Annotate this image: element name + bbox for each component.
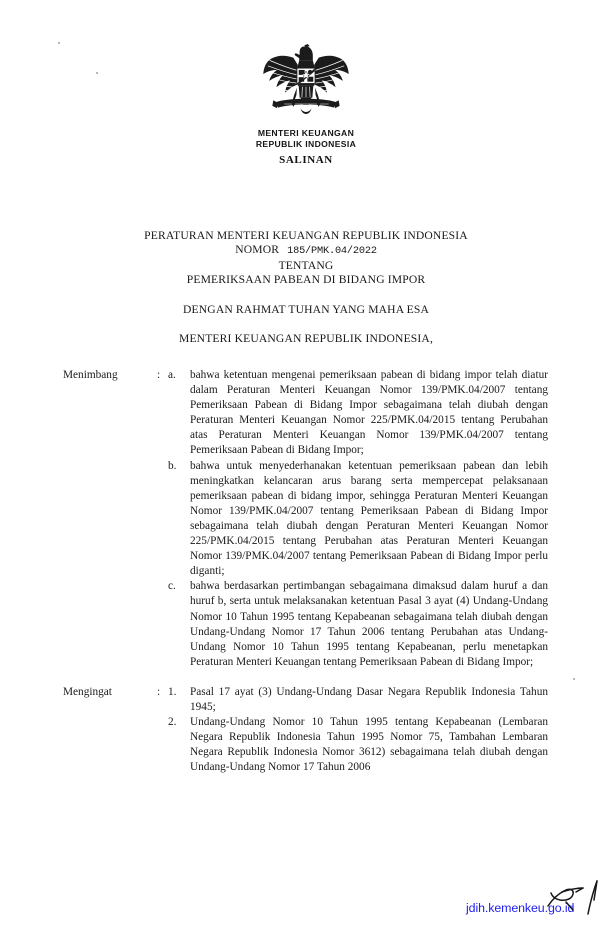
copy-mark: SALINAN: [279, 154, 333, 167]
mengingat-item-1: [0, 685, 612, 715]
regulation-subject: PEMERIKSAAN PABEAN DI BIDANG IMPOR: [186, 273, 426, 287]
title-block: [0, 229, 612, 346]
clause-marker: 2.: [168, 716, 177, 729]
handwritten-signature-mark: [542, 876, 602, 920]
ministry-line-1: MENTERI KEUANGAN: [257, 128, 355, 138]
menimbang-colon: :: [157, 369, 161, 381]
clause-text: Undang-Undang Nomor 10 Tahun 1995 tentang Kepabeanan (Lembaran Negara Republik Indonesia Tahun 1995 Nomor 75, Tambahan Lembaran Negara Republik Indonesia Nomor 3612) sebagaimana telah diubah dengan Undang-Undang Nomor 17 Tahun 2006: [190, 716, 548, 774]
menimbang-item-c: [0, 579, 612, 670]
mengingat-label: Mengingat: [63, 685, 112, 698]
menimbang-item-b: [0, 459, 612, 580]
nomor-label: NOMOR: [235, 243, 280, 257]
menimbang-section: [0, 368, 612, 670]
garuda-pancasila-emblem: [260, 44, 352, 124]
ministry-name: [0, 128, 612, 149]
clause-text: bahwa ketentuan mengenai pemeriksaan pabean di bidang impor telah diatur dalam Peraturan Menteri Keuangan Nomor 139/PMK.04/2007 tentang Pemeriksaan Pabean di Bidang Impor sebagaimana telah diubah dengan Peraturan Menteri Keuangan Nomor 225/PMK.04/2015 tentang Perubahan atas Peraturan Menteri Keuangan Nomor 139/PMK.04/2007 tentang Pemeriksaan Pabean di Bidang Impor;: [190, 369, 548, 457]
ministry-line-2: REPUBLIK INDONESIA: [255, 138, 357, 149]
clause-text: Pasal 17 ayat (3) Undang-Undang Dasar Negara Republik Indonesia Tahun 1945;: [190, 685, 548, 713]
menimbang-item-a: [0, 368, 612, 459]
clause-marker: 1.: [168, 685, 177, 698]
nomor-value: 185/PMK.04/2022: [287, 245, 377, 258]
considerations-body: [0, 368, 612, 775]
masthead: [0, 44, 612, 166]
regulation-title: PERATURAN MENTERI KEUANGAN REPUBLIK INDONESIA: [144, 229, 468, 242]
menimbang-label: Menimbang: [63, 369, 118, 381]
clause-marker: a.: [168, 369, 176, 381]
mengingat-section: [0, 685, 612, 776]
clause-marker: b.: [168, 459, 177, 472]
mengingat-colon: :: [157, 685, 161, 698]
mengingat-item-2: [0, 715, 612, 775]
regulation-number-line: [0, 243, 612, 258]
clause-text: bahwa untuk menyederhanakan ketentuan pemeriksaan pabean dan lebih meningkatkan kelancaran arus barang serta mempercepat pelaksanaan pemeriksaan pabean di bidang impor, sehingga Peraturan Menteri Keuangan Nomor 139/PMK.04/2007 tentang Pemeriksaan Pabean di Bidang Impor sebagaimana telah diubah dengan Peraturan Menteri Keuangan Nomor 225/PMK.04/2015 tentang Perubahan atas Peraturan Menteri Keuangan Nomor 139/PMK.04/2007 tentang Pemeriksaan Pabean di Bidang Impor perlu diganti;: [190, 459, 548, 578]
clause-text: bahwa berdasarkan pertimbangan sebagaimana dimaksud dalam huruf a dan huruf b, serta untuk melaksanakan ketentuan Pasal 3 ayat (4) Undang-Undang Nomor 10 Tahun 1995 tentang Kepabeanan sebagaimana telah diubah dengan Undang-Undang Nomor 17 Tahun 2006 tentang Perubahan atas Undang-Undang Nomor 10 Tahun 1995 tentang Kepabeanan, perlu menetapkan Peraturan Menteri Keuangan tentang Pemeriksaan Pabean di Bidang Impor;: [190, 580, 548, 668]
invocation-line: DENGAN RAHMAT TUHAN YANG MAHA ESA: [183, 302, 429, 316]
clause-marker: c.: [168, 580, 176, 593]
jdih-watermark: jdih.kemenkeu.go.id: [466, 901, 575, 915]
tentang-label: TENTANG: [278, 258, 334, 272]
authority-line: MENTERI KEUANGAN REPUBLIK INDONESIA,: [178, 332, 433, 346]
